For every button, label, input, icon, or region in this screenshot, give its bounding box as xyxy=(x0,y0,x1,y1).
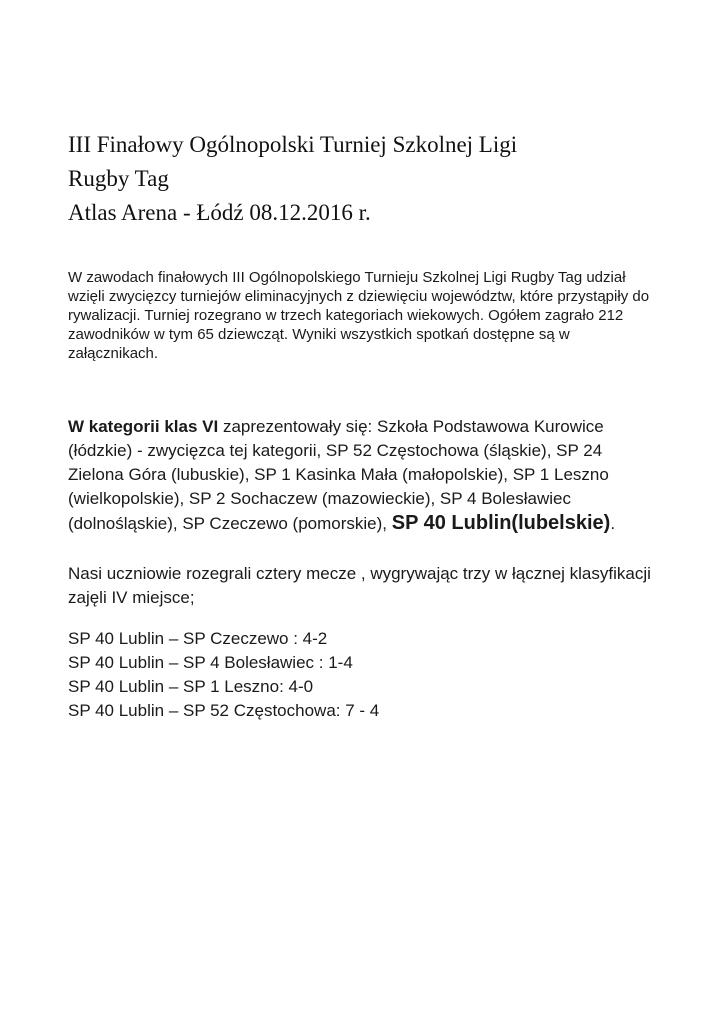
title-line-1: III Finałowy Ogólnopolski Turniej Szkolnej Ligi xyxy=(68,132,518,157)
intro-paragraph: W zawodach finałowych III Ogólnopolskiego Turnieju Szkolnej Ligi Rugby Tag udział wzięli zwycięzcy turniejów eliminacyjnych z dziewięciu województw, które przystąpiły do rywalizacji. Turniej rozegrano w trzech kategoriach wiekowych. Ogółem zagrało 212 zawodników w tym 65 dziewcząt. Wyniki wszystkich spotkań dostępne są w załącznikach. xyxy=(68,269,650,362)
match-results-list xyxy=(68,627,660,723)
title-line-2: Rugby Tag xyxy=(68,166,169,191)
match-result-line: SP 40 Lublin – SP 52 Częstochowa: 7 - 4 xyxy=(68,701,380,720)
match-result-line: SP 40 Lublin – SP Czeczewo : 4-2 xyxy=(68,629,328,648)
match-result-line: SP 40 Lublin – SP 4 Bolesławiec : 1-4 xyxy=(68,653,353,672)
category-paragraph xyxy=(68,415,638,536)
category-closing-period: . xyxy=(610,514,616,533)
match-result-line: SP 40 Lublin – SP 1 Leszno: 4-0 xyxy=(68,677,314,696)
category-body-text: zaprezentowały się: Szkoła Podstawowa Kurowice (łódzkie) - zwycięzca tej kategorii, SP 52 Częstochowa (śląskie), SP 24 Zielona Góra (lubuskie), SP 1 Kasinka Mała (małopolskie), SP 1 Leszno (wielkopolskie), SP 2 Sochaczew (mazowieckie), SP 4 Bolesławiec (dolnośląskie), SP Czeczewo (pomorskie), xyxy=(68,417,609,533)
category-bold-lead: W kategorii klas VI xyxy=(68,417,219,436)
title-line-3: Atlas Arena - Łódź 08.12.2016 r. xyxy=(68,200,371,225)
category-highlight-team: SP 40 Lublin(lubelskie) xyxy=(391,512,611,534)
document-title xyxy=(68,128,660,230)
results-intro-paragraph: Nasi uczniowie rozegrali cztery mecze , wygrywając trzy w łącznej klasyfikacji zajęli IV miejsce; xyxy=(68,564,651,607)
